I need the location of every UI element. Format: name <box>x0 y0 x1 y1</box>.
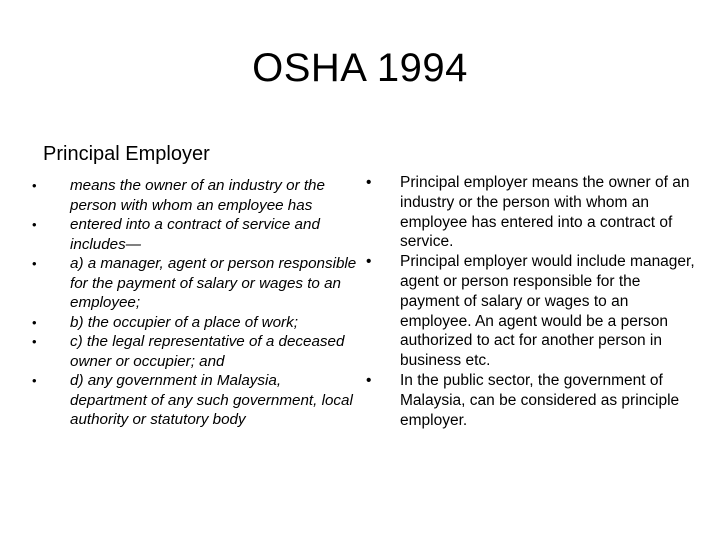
left-bullet-list <box>30 176 360 430</box>
left-column-heading: Principal Employer <box>43 143 210 165</box>
bullet-icon: • <box>32 256 37 271</box>
bullet-icon: • <box>32 373 37 388</box>
list-item <box>30 215 360 254</box>
list-item-text: a) a manager, agent or person responsible for the payment of salary or wages to an employee; <box>70 255 357 311</box>
list-item-text: In the public sector, the government of Malaysia, can be considered as principle employer. <box>400 371 680 429</box>
list-item <box>30 313 360 333</box>
list-item-text: b) the occupier of a place of work; <box>70 313 298 331</box>
bullet-icon: • <box>366 371 372 389</box>
list-item <box>366 371 696 430</box>
list-item <box>30 332 360 371</box>
bullet-icon: • <box>32 178 37 193</box>
bullet-icon: • <box>32 217 37 232</box>
list-item-text: d) any government in Malaysia, department of any such government, local authority or statutory body <box>70 372 353 428</box>
list-item-text: c) the legal representative of a deceased owner or occupier; and <box>70 333 345 370</box>
list-item <box>366 173 696 252</box>
bullet-icon: • <box>366 174 372 191</box>
bullet-icon: • <box>32 334 37 349</box>
right-bullet-list <box>366 173 696 430</box>
list-item-text: Principal employer means the owner of an industry or the person with whom an employee has entered into a contract of service. <box>400 174 690 251</box>
list-item-text: entered into a contract of service and includes— <box>70 216 320 253</box>
list-item <box>30 371 360 430</box>
bullet-icon: • <box>32 314 37 330</box>
list-item-text: Principal employer would include manager, agent or person responsible for the payment of salary or wages to an employee. An agent would be a person authorized to act for another person in business etc. <box>400 253 695 370</box>
list-item <box>30 176 360 215</box>
list-item-text: means the owner of an industry or the person with whom an employee has <box>70 177 325 214</box>
slide-title: OSHA 1994 <box>252 46 468 90</box>
list-item <box>30 254 360 313</box>
list-item <box>366 252 696 371</box>
bullet-icon: • <box>366 253 372 271</box>
